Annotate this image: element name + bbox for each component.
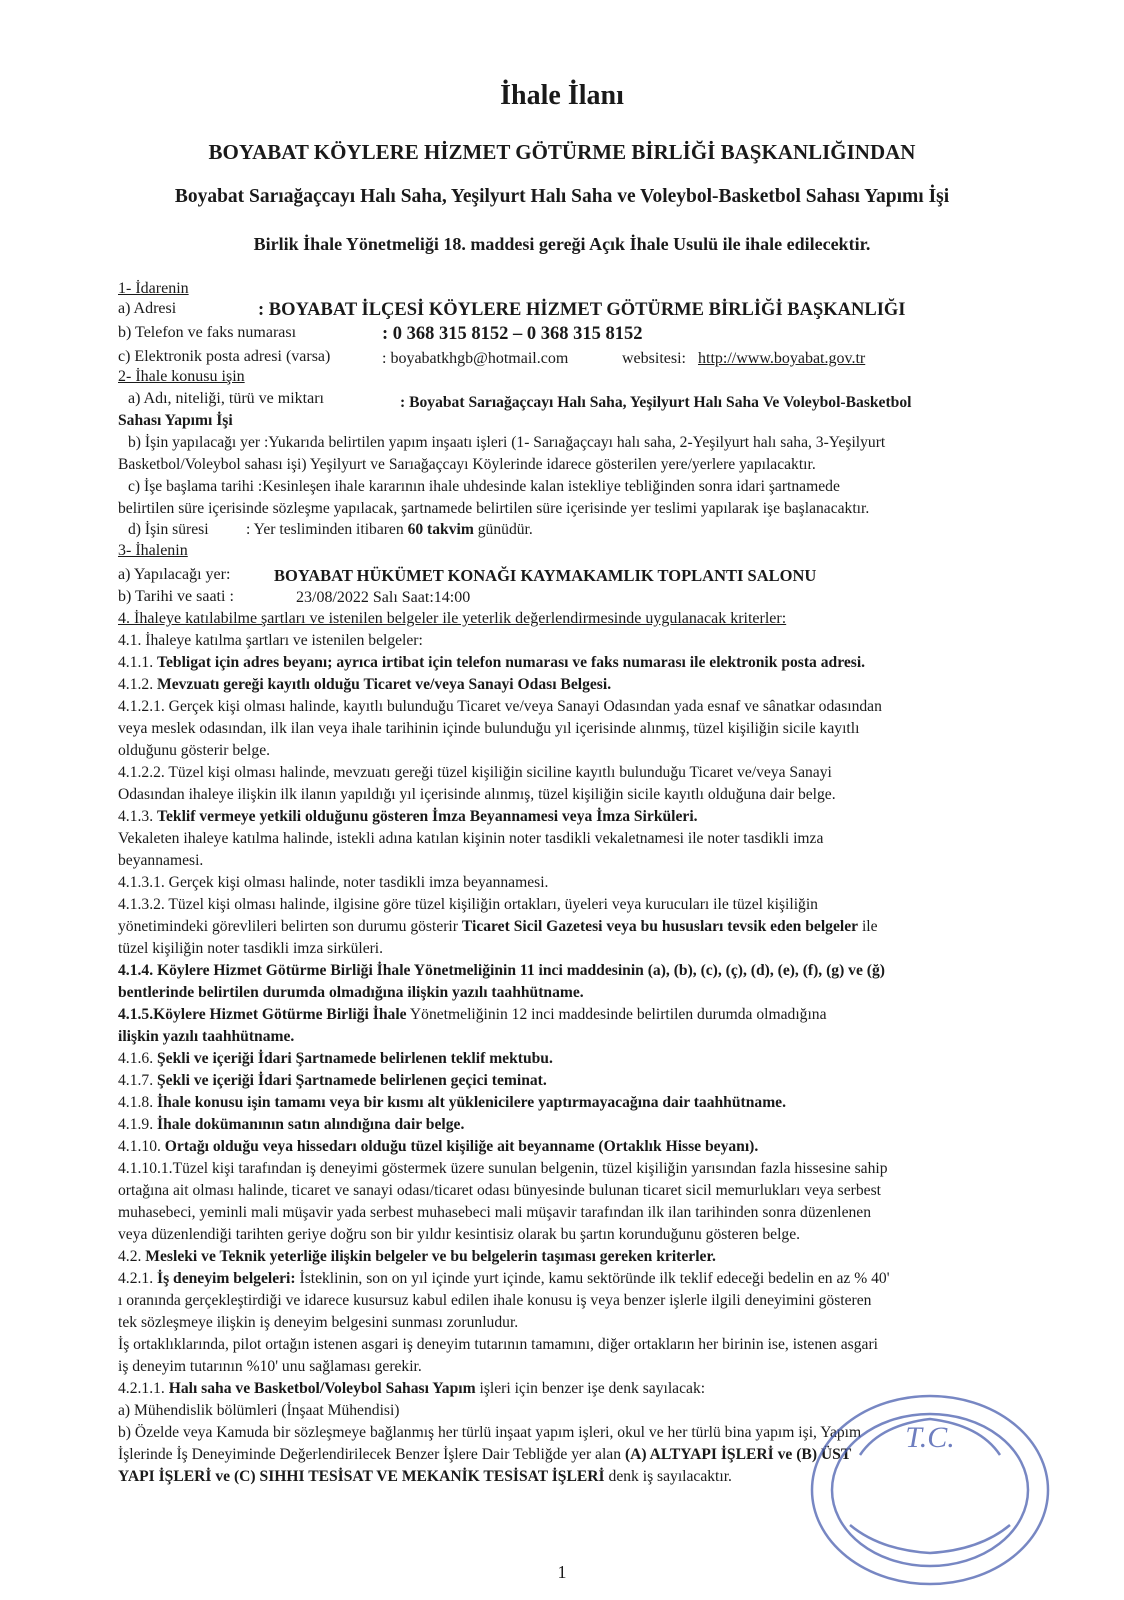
p-4-1-10-1-d: veya düzenlendiği tarihten geriye doğru son bir yıldır kesintisiz olarak bu şartın korunduğunu gösteren belge. (118, 1226, 801, 1243)
p-4-1-8 (118, 1094, 786, 1112)
s1-a-value: : BOYABAT İLÇESİ KÖYLERE HİZMET GÖTÜRME BİRLİĞİ BAŞKANLIĞI (258, 300, 906, 320)
p-4-2-1-1-d-post: denk iş sayılacaktır. (608, 1468, 732, 1485)
p-4-1-1 (118, 654, 865, 672)
p-4-2-1-1-c-bold: (A) ALTYAPI İŞLERİ ve (B) ÜST (624, 1446, 852, 1463)
s3-a-value: BOYABAT HÜKÜMET KONAĞI KAYMAKAMLIK TOPLANTI SALONU (274, 566, 817, 585)
s2-c-line-2: belirtilen süre içerisinde sözleşme yapılacak, şartnamede belirtilen süre içerisinde yer teslimi yapılarak işe başlanacaktır. (118, 500, 870, 517)
p-4-2-1-num: 4.2.1. (118, 1270, 154, 1287)
p-4-1-3-v-a: Vekaleten ihaleye katılma halinde, istekli adına katılan kişinin noter tasdikli vekaletnamesi ile noter tasdikli imza (118, 830, 824, 847)
p-4-1-2-1-c: olduğunu gösterir belge. (118, 742, 271, 759)
s2-d-value-bold: 60 takvim (407, 521, 474, 538)
p-4-1-10-text: Ortağı olduğu veya hissedarı olduğu tüzel kişiliğe ait beyanname (Ortaklık Hisse beyanı). (164, 1138, 759, 1155)
p-4-2-1-a-text: İsteklinin, son on yıl içinde yurt içinde, kamu sektöründe ilk teklif edeceği bedelin en az % 40' (299, 1270, 890, 1287)
s2-d-value-post: günüdür. (477, 521, 533, 538)
s1-b-label: b) Telefon ve faks numarası (118, 324, 297, 341)
s3-a-label: a) Yapılacağı yer: (118, 566, 231, 583)
p-4-1-9 (118, 1116, 464, 1134)
p-4-1-3-2-b-pre: yönetimindeki görevlileri belirten son durumu gösterir (118, 918, 458, 935)
p-4-2-1-1-d (118, 1468, 732, 1486)
p-4-2-1-1-c (118, 1446, 851, 1464)
s2-a-value-2: Sahası Yapımı İşi (118, 412, 233, 429)
p-4-1-9-num: 4.1.9. (118, 1116, 154, 1133)
s2-d-value-pre: : Yer tesliminden itibaren (246, 521, 404, 538)
p-4-1-4-a: 4.1.4. Köylere Hizmet Götürme Birliği İhale Yönetmeliğinin 11 inci maddesinin (a), (b), (c), (ç), (d), (e), (f), (g) ve (ğ) (118, 962, 885, 979)
p-4-2-1-1-c-text: İşlerinde İş Deneyiminde Değerlendirilecek Benzer İşlere Dair Tebliğde yer alan (118, 1446, 622, 1463)
p-4-2-1-1-bold: Halı saha ve Basketbol/Voleybol Sahası Yapım (168, 1380, 476, 1397)
p-4-2-1-c: tek sözleşmeye ilişkin iş deneyim belgesini sunması zorunludur. (118, 1314, 519, 1331)
p-4-2-1-1-post: işleri için benzer işe denk sayılacak: (479, 1380, 706, 1397)
p-4-1-10-1-b: ortağına ait olması halinde, ticaret ve sanayi odası/ticaret odası bünyesinde bulunan ticaret sicil memurlukları veya serbest (118, 1182, 881, 1199)
p-4-1-10 (118, 1138, 758, 1156)
p-4-1-5-a (118, 1006, 827, 1024)
p-4-1-6-num: 4.1.6. (118, 1050, 154, 1067)
p-4-1-1-text: Tebligat için adres beyanı; ayrıca irtibat için telefon numarası ve faks numarası ile elektronik posta adresi. (157, 654, 866, 671)
p-4-1-3-text: Teklif vermeye yetkili olduğunu gösteren İmza Beyannamesi veya İmza Sirküleri. (157, 808, 698, 825)
section-4-title: 4. İhaleye katılabilme şartları ve istenilen belgeler ile yeterlik değerlendirmesinde uygulanacak kriterler: (118, 610, 787, 627)
p-4-1-7 (118, 1072, 547, 1090)
p-4-1-3-1: 4.1.3.1. Gerçek kişi olması halinde, noter tasdikli imza beyannamesi. (118, 874, 549, 891)
p-4-1-10-num: 4.1.10. (118, 1138, 161, 1155)
p-4-2-1-1-num: 4.2.1.1. (118, 1380, 165, 1397)
p-4-1-2-2-a: 4.1.2.2. Tüzel kişi olması halinde, mevzuatı gereği tüzel kişiliğin siciline kayıtlı bulunduğu Ticaret ve/veya Sanayi (118, 764, 832, 781)
s3-b-value: 23/08/2022 Salı Saat:14:00 (296, 589, 471, 606)
p-4-1-3-2-b-post: ile (861, 918, 878, 935)
s1-web-value: http://www.boyabat.gov.tr (698, 350, 866, 367)
p-4-2-num: 4.2. (118, 1248, 142, 1265)
p-4-1-3-num: 4.1.3. (118, 808, 154, 825)
p-4-1-3-2-c: tüzel kişiliğin noter tasdikli imza sirküleri. (118, 940, 384, 957)
s2-b-line-2: Basketbol/Voleybol sahası işi) Yeşilyurt ve Sarıağaçcayı Köylerinde idarece gösterilen yere/yerlere yapılacaktır. (118, 456, 816, 473)
seal-icon (790, 1375, 1060, 1590)
p-4-1-10-1-c: muhasebeci, yeminli mali müşavir yada serbest muhasebeci mali müşavir tarafından ilk ilan tarihinden sonra düzenlenen (118, 1204, 872, 1221)
p-4-1-8-num: 4.1.8. (118, 1094, 154, 1111)
p-4-1-2-1-b: veya meslek odasından, ilk ilan veya ihale tarihinin içinde bulunduğu yıl içerisinde alınmış, tüzel kişiliğin sicile kayıtlı (118, 720, 860, 737)
p-4-2-1-1-a: a) Mühendislik bölümleri (İnşaat Mühendisi) (118, 1402, 400, 1419)
p-4-1-8-text: İhale konusu işin tamamı veya bir kısmı alt yüklenicilere yaptırmayacağına dair taahhütname. (157, 1094, 787, 1111)
seal-text: T.C. (905, 1421, 955, 1454)
s3-b-label: b) Tarihi ve saati : (118, 588, 234, 605)
section-3-title: 3- İhalenin (118, 542, 188, 559)
s2-b-line-1: b) İşin yapılacağı yer :Yukarıda belirtilen yapım inşaatı işleri (1- Sarıağaçcayı halı saha, 2-Yeşilyurt halı saha, 3-Yeşilyurt (128, 434, 886, 451)
s1-a-label: a) Adresi (118, 300, 177, 317)
p-4-1-3 (118, 808, 698, 826)
s1-c-value: : boyabatkhgb@hotmail.com (382, 350, 569, 367)
procedure-heading: Birlik İhale Yönetmeliği 18. maddesi gereği Açık İhale Usulü ile ihale edilecektir. (253, 234, 871, 254)
p-4-1-10-1-a: 4.1.10.1.Tüzel kişi tarafından iş deneyimi göstermek üzere sunulan belgenin, tüzel kişiliğin yarısından fazla hissesine sahip (118, 1160, 888, 1177)
p-4-2-text: Mesleki ve Teknik yeterliğe ilişkin belgeler ve bu belgelerin taşıması gereken kriterler. (145, 1248, 716, 1265)
p-4-1-5-a-post: Yönetmeliğinin 12 inci maddesinde belirtilen durumda olmadığına (409, 1006, 827, 1023)
p-4-2-1-e: iş deneyim tutarının %10' unu sağlaması gerekir. (118, 1358, 422, 1375)
official-seal (790, 1375, 1060, 1590)
p-4-2-1-1 (118, 1380, 705, 1398)
s1-web-label: websitesi: (622, 350, 686, 367)
p-4-1-7-num: 4.1.7. (118, 1072, 154, 1089)
p-4-2-1-b: ı oranında gerçekleştirdiği ve idarece kusursuz kabul edilen ihale konusu iş veya benzer işlerle ilgili deneyimini gösteren (118, 1292, 872, 1309)
s2-a-label: a) Adı, niteliği, türü ve miktarı (128, 390, 324, 407)
p-4-1-7-text: Şekli ve içeriği İdari Şartnamede belirlenen geçici teminat. (157, 1072, 547, 1089)
page-number: 1 (557, 1562, 567, 1582)
p-4-1-2-2-b: Odasından ihaleye ilişkin ilk ilanın yapıldığı yıl içerisinde alınmış, tüzel kişiliğin sicile kayıtlı olduğuna dair belge. (118, 786, 836, 803)
s2-c-line-1: c) İşe başlama tarihi :Kesinleşen ihale kararının ihale uhdesinde kalan istekliye tebliğinden sonra idari şartnamede (128, 478, 840, 495)
p-4-1-3-2-b-bold: Ticaret Sicil Gazetesi veya bu hususları tevsik eden belgeler (461, 918, 859, 935)
s2-d-value (246, 521, 533, 539)
section-2-title: 2- İhale konusu işin (118, 368, 245, 385)
p-4-1-2-1-a: 4.1.2.1. Gerçek kişi olması halinde, kayıtlı bulunduğu Ticaret ve/veya Sanayi Odasından yada esnaf ve sânatkar odasından (118, 698, 882, 715)
p-4-2 (118, 1248, 716, 1266)
p-4-2-1-bold: İş deneyim belgeleri: (157, 1270, 296, 1287)
p-4-2-1-d: İş ortaklıklarında, pilot ortağın istenen asgari iş deneyim tutarının tamamını, diğer ortakların her birinin ise, istenen asgari (118, 1336, 878, 1353)
p-4-2-1-a (118, 1270, 890, 1288)
s2-d-label: d) İşin süresi (128, 521, 209, 538)
s1-b-value: : 0 368 315 8152 – 0 368 315 8152 (382, 324, 643, 344)
section-1-title: 1- İdarenin (118, 280, 189, 297)
p-4-1-3-2-a: 4.1.3.2. Tüzel kişi olması halinde, ilgisine göre tüzel kişiliğin ortakları, üyeleri veya kurucuları ile tüzel kişiliğin (118, 896, 818, 913)
document-title: İhale İlanı (500, 80, 624, 111)
p-4-1-2-text: Mevzuatı gereği kayıtlı olduğu Ticaret ve/veya Sanayi Odası Belgesi. (157, 676, 612, 693)
p-4-2-1-1-b: b) Özelde veya Kamuda bir sözleşmeye bağlanmış her türlü inşaat yapım işleri, okul ve her türlü bina yapım işi, Yapım (118, 1424, 862, 1441)
p-4-1-3-v-b: beyannamesi. (118, 852, 204, 869)
p-4-1-6 (118, 1050, 553, 1068)
s1-c-label: c) Elektronik posta adresi (varsa) (118, 348, 331, 365)
p-4-2-1-1-d-bold: YAPI İŞLERİ ve (C) SIHHI TESİSAT VE MEKANİK TESİSAT İŞLERİ (118, 1468, 605, 1485)
issuer-heading: BOYABAT KÖYLERE HİZMET GÖTÜRME BİRLİĞİ BAŞKANLIĞINDAN (208, 140, 916, 164)
p-4-1-6-text: Şekli ve içeriği İdari Şartnamede belirlenen teklif mektubu. (157, 1050, 553, 1067)
p-4-1-1-num: 4.1.1. (118, 654, 154, 671)
p-4-1-4-b: bentlerinde belirtilen durumda olmadığına ilişkin yazılı taahhütname. (118, 984, 584, 1001)
s2-a-value: : Boyabat Sarıağaçcayı Halı Saha, Yeşilyurt Halı Saha Ve Voleybol-Basketbol (400, 394, 912, 411)
subject-heading: Boyabat Sarıağaçcayı Halı Saha, Yeşilyurt Halı Saha ve Voleybol-Basketbol Sahası Yapımı İşi (174, 186, 950, 207)
p-4-1-2-num: 4.1.2. (118, 676, 154, 693)
p-4-1-9-text: İhale dokümanının satın alındığına dair belge. (157, 1116, 465, 1133)
p-4-1: 4.1. İhaleye katılma şartları ve istenilen belgeler: (118, 632, 423, 649)
p-4-1-5-b: ilişkin yazılı taahhütname. (118, 1028, 295, 1045)
p-4-1-5-a-bold: 4.1.5.Köylere Hizmet Götürme Birliği İhale (118, 1006, 407, 1023)
p-4-1-2 (118, 676, 611, 694)
p-4-1-3-2-b (118, 918, 878, 936)
